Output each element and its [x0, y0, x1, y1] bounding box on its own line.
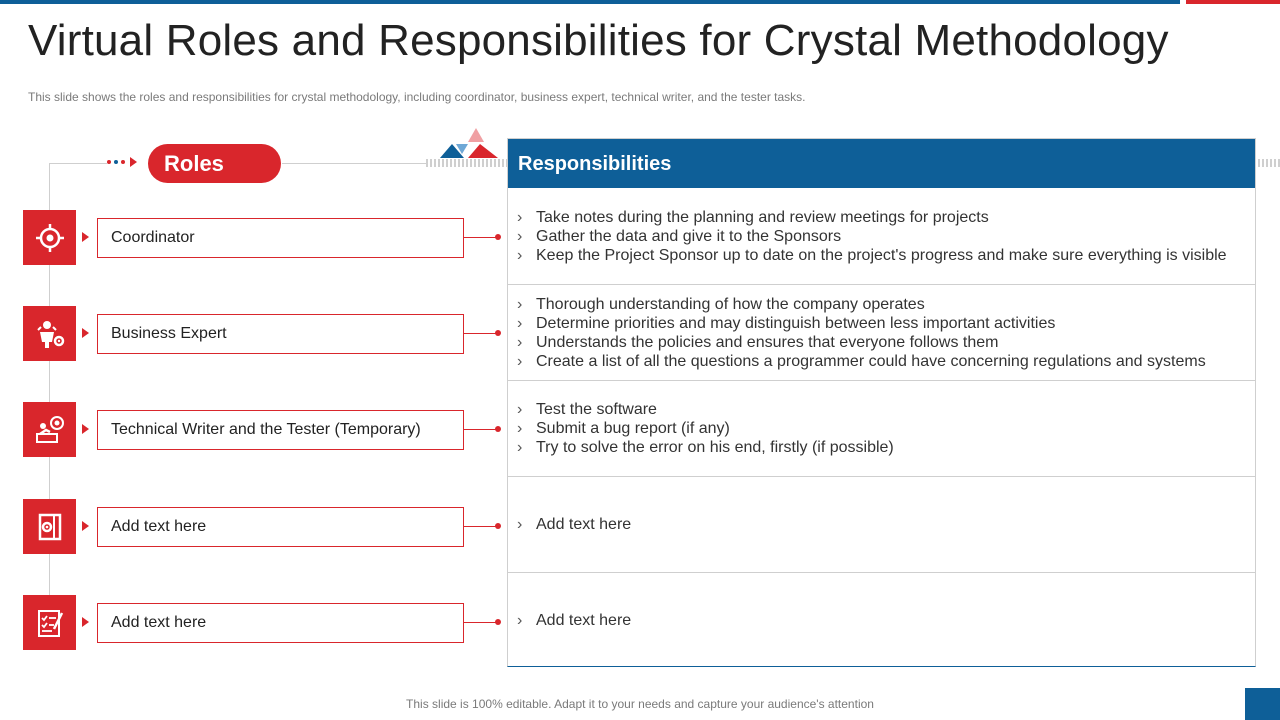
triangles-decoration-icon	[438, 128, 498, 160]
responsibility-row-5	[508, 572, 1255, 667]
expert-gear-icon	[23, 306, 76, 361]
list-item: › Create a list of all the questions a programmer could have concerning regulations and systems	[517, 352, 1206, 370]
list-item: › Try to solve the error on his end, firstly (if possible)	[517, 439, 894, 456]
roles-header: Roles	[148, 144, 281, 183]
connector-dot-icon	[495, 619, 501, 625]
corner-accent	[1245, 688, 1280, 720]
top-accent-bar-red	[1186, 0, 1280, 4]
list-item: › Keep the Project Sponsor up to date on the project's progress and make sure everything is visible	[517, 246, 1227, 264]
dots-arrow-icon	[107, 157, 137, 167]
role-pointer-icon	[82, 232, 89, 242]
role-connector	[464, 622, 497, 623]
role-pointer-icon	[82, 521, 89, 531]
header-connector-right	[282, 163, 428, 164]
role-label: Coordinator	[97, 218, 464, 258]
connector-dot-icon	[495, 426, 501, 432]
responsibilities-header: Responsibilities	[508, 139, 1255, 188]
checklist-icon	[23, 595, 76, 650]
role-label: Business Expert	[97, 314, 464, 354]
responsibility-row-business-expert	[508, 284, 1255, 380]
connector-dot-icon	[495, 523, 501, 529]
responsibility-row-4	[508, 476, 1255, 572]
top-accent-bar-blue	[0, 0, 1180, 4]
role-connector	[464, 526, 497, 527]
list-item: › Understands the policies and ensures that everyone follows them	[517, 333, 999, 351]
slide-title: Virtual Roles and Responsibilities for Crystal Methodology	[28, 16, 1169, 65]
responsibilities-table	[507, 138, 1256, 667]
list-item: › Determine priorities and may distinguish between less important activities	[517, 314, 1056, 332]
role-row-coordinator	[23, 210, 503, 265]
list-item: › Test the software	[517, 401, 657, 418]
role-connector	[464, 237, 497, 238]
role-connector	[464, 429, 497, 430]
target-icon	[23, 210, 76, 265]
stripe-decoration-left	[426, 159, 508, 167]
role-row-5	[23, 595, 503, 650]
role-label: Add text here	[97, 603, 464, 643]
role-row-4	[23, 499, 503, 554]
connector-dot-icon	[495, 330, 501, 336]
list-item: › Submit a bug report (if any)	[517, 420, 730, 437]
header-connector-left	[49, 163, 107, 164]
role-pointer-icon	[82, 424, 89, 434]
list-item: › Add text here	[517, 516, 632, 533]
slide-footer: This slide is 100% editable. Adapt it to your needs and capture your audience's attention	[406, 697, 874, 711]
role-pointer-icon	[82, 617, 89, 627]
list-item: › Thorough understanding of how the company operates	[517, 295, 925, 313]
role-label: Add text here	[97, 507, 464, 547]
connector-dot-icon	[495, 234, 501, 240]
role-label: Technical Writer and the Tester (Temporary)	[97, 410, 464, 450]
writer-target-icon	[23, 402, 76, 457]
slide-subtitle: This slide shows the roles and responsibilities for crystal methodology, including coordinator, business expert, technical writer, and the tester tasks.	[28, 90, 806, 104]
list-item: › Take notes during the planning and review meetings for projects	[517, 208, 989, 226]
list-item: › Gather the data and give it to the Sponsors	[517, 227, 842, 245]
list-item: › Add text here	[517, 611, 632, 629]
role-connector	[464, 333, 497, 334]
role-row-business-expert	[23, 306, 503, 361]
stripe-decoration-right	[1258, 159, 1280, 167]
responsibility-row-technical-writer	[508, 380, 1255, 476]
responsibility-row-coordinator	[508, 188, 1255, 284]
role-row-technical-writer	[23, 402, 503, 457]
role-pointer-icon	[82, 328, 89, 338]
document-gear-icon	[23, 499, 76, 554]
